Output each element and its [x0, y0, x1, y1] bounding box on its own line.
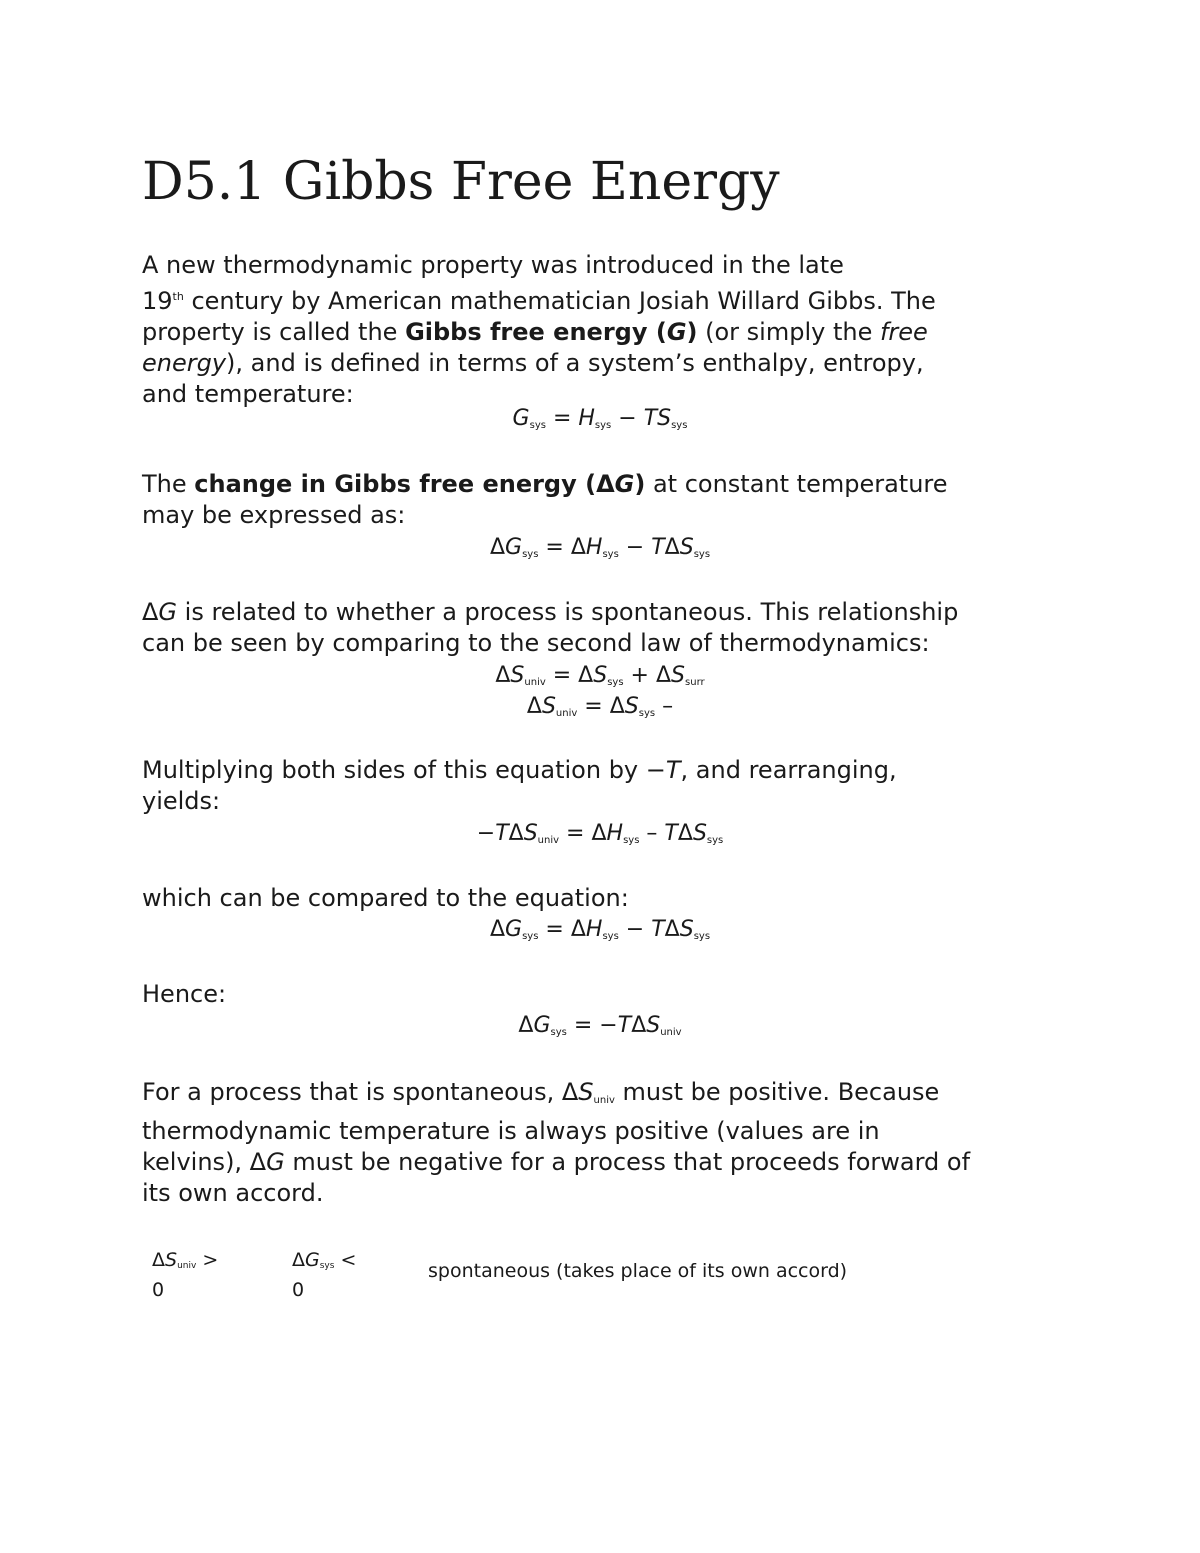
spontaneity-table [152, 1248, 1052, 1304]
conclusion-line-2: thermodynamic temperature is always positive (values are in [142, 1117, 880, 1145]
intro-line-2: 19th century by American mathematician Josiah Willard Gibbs. The [142, 287, 936, 315]
multiply-line-2: yields: [142, 787, 221, 815]
table-cell-description: spontaneous (takes place of its own accord) [428, 1260, 848, 1282]
table-cell-delta-s-univ: ΔSuniv > 0 [152, 1249, 219, 1301]
table-cell-delta-g-sys: ΔGsys < 0 [292, 1249, 357, 1301]
compare-line-1: which can be compared to the equation: [142, 884, 629, 912]
conclusion-line-4: its own accord. [142, 1179, 324, 1207]
intro-line-4: energy), and is defined in terms of a system’s enthalpy, entropy, [142, 349, 924, 377]
multiply-line-1: Multiplying both sides of this equation by −T, and rearranging, [142, 756, 897, 784]
intro-paragraph [142, 250, 1072, 410]
conclusion-line-1: For a process that is spontaneous, ΔSuniv must be positive. Because [142, 1078, 940, 1106]
spontaneity-paragraph [142, 597, 1072, 659]
hence-paragraph [142, 979, 1072, 1010]
equation-second-law: ΔSuniv = ΔSsys + ΔSsurr [495, 663, 705, 688]
spontaneity-line-2: can be seen by comparing to the second law of thermodynamics: [142, 629, 930, 657]
equation-rearranged: −TΔSuniv = ΔHsys – TΔSsys [476, 821, 724, 846]
equation-gibbs-definition: Gsys = Hsys − TSsys [512, 406, 688, 431]
spontaneity-line-1: ΔG is related to whether a process is spontaneous. This relationship [142, 598, 959, 626]
change-paragraph [142, 469, 1072, 531]
intro-line-3: property is called the Gibbs free energy (G) (or simply the free [142, 318, 928, 346]
compare-paragraph [142, 883, 1072, 914]
equation-result: ΔGsys = −TΔSuniv [518, 1013, 682, 1038]
equation-delta-g-compare: ΔGsys = ΔHsys − TΔSsys [489, 917, 711, 942]
equation-delta-s-univ: ΔSuniv = ΔSsys – [526, 694, 674, 719]
hence-line-1: Hence: [142, 980, 227, 1008]
equation-delta-g: ΔGsys = ΔHsys − TΔSsys [489, 535, 711, 560]
page-title: D5.1 Gibbs Free Energy [142, 152, 780, 212]
intro-line-5: and temperature: [142, 380, 354, 408]
change-line-2: may be expressed as: [142, 501, 406, 529]
conclusion-paragraph [142, 1077, 1072, 1209]
conclusion-line-3: kelvins), ΔG must be negative for a process that proceeds forward of [142, 1148, 971, 1176]
change-line-1: The change in Gibbs free energy (ΔG) at constant temperature [142, 470, 948, 498]
multiply-paragraph [142, 755, 1072, 817]
intro-line-1: A new thermodynamic property was introduced in the late [142, 251, 844, 279]
